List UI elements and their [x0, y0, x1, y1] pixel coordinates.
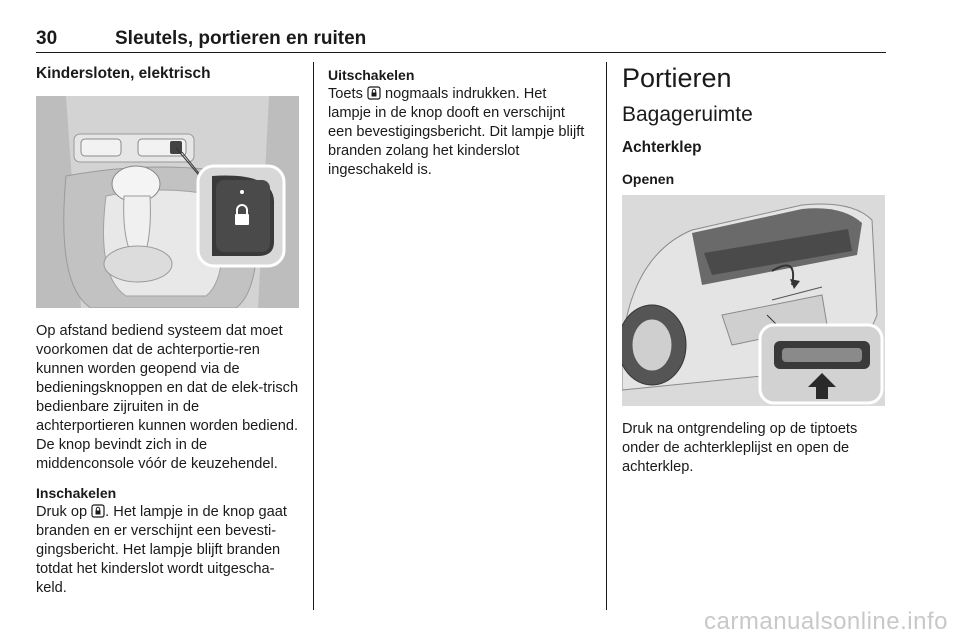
page-number: 30: [36, 28, 58, 49]
body-paragraph: [36, 503, 299, 598]
center-console-illustration: [36, 96, 299, 308]
section-heading: Kindersloten, elektrisch: [36, 65, 211, 82]
column-middle: [328, 62, 593, 180]
subsection-heading: Inschakelen: [36, 485, 117, 501]
watermark: carmanualsonline.info: [704, 608, 948, 635]
subsection-heading: Openen: [622, 171, 675, 187]
column-left: [36, 62, 299, 598]
page-title: Sleutels, portieren en ruiten: [115, 28, 367, 49]
body-paragraph: Op afstand bediend systeem dat moet voorkomen dat de achterportie-ren kunnen worden geopend via de bedieningsknoppen en dat de elek-trisch bedienbare zijruiten in de achterportieren kunnen worden bediend. De knop bevindt zich in de middenconsole vóór de keuzehendel.: [36, 323, 299, 472]
inline-text: Toets: [328, 86, 363, 102]
child-lock-icon: [91, 504, 105, 518]
tailgate-illustration: [622, 195, 885, 406]
inline-text: Druk op: [36, 504, 88, 520]
child-lock-icon: [367, 86, 381, 100]
inline-text: . Het lampje in de knop gaat branden en er verschijnt een bevesti-gingsbericht. Het lampje blijft branden totdat het kinderslot wordt uitgescha-keld.: [36, 504, 287, 596]
subsection-heading: Achterklep: [622, 139, 702, 156]
body-paragraph: Druk na ontgrendeling op de tiptoets onder de achterkleplijst en open de achterklep.: [622, 421, 858, 475]
body-paragraph: [328, 85, 593, 180]
page-header: [36, 26, 886, 53]
column-divider: [313, 62, 314, 610]
column-right: [622, 62, 887, 477]
inline-text: nogmaals indrukken. Het lampje in de knop dooft en verschijnt een bevestigingsbericht. Dit lampje blijft branden zolang het kinderslot ingeschakeld is.: [328, 86, 585, 178]
section-heading: Bagageruimte: [622, 103, 753, 126]
column-divider: [606, 62, 607, 610]
subsection-heading: Uitschakelen: [328, 67, 415, 83]
chapter-heading: Portieren: [622, 63, 732, 93]
